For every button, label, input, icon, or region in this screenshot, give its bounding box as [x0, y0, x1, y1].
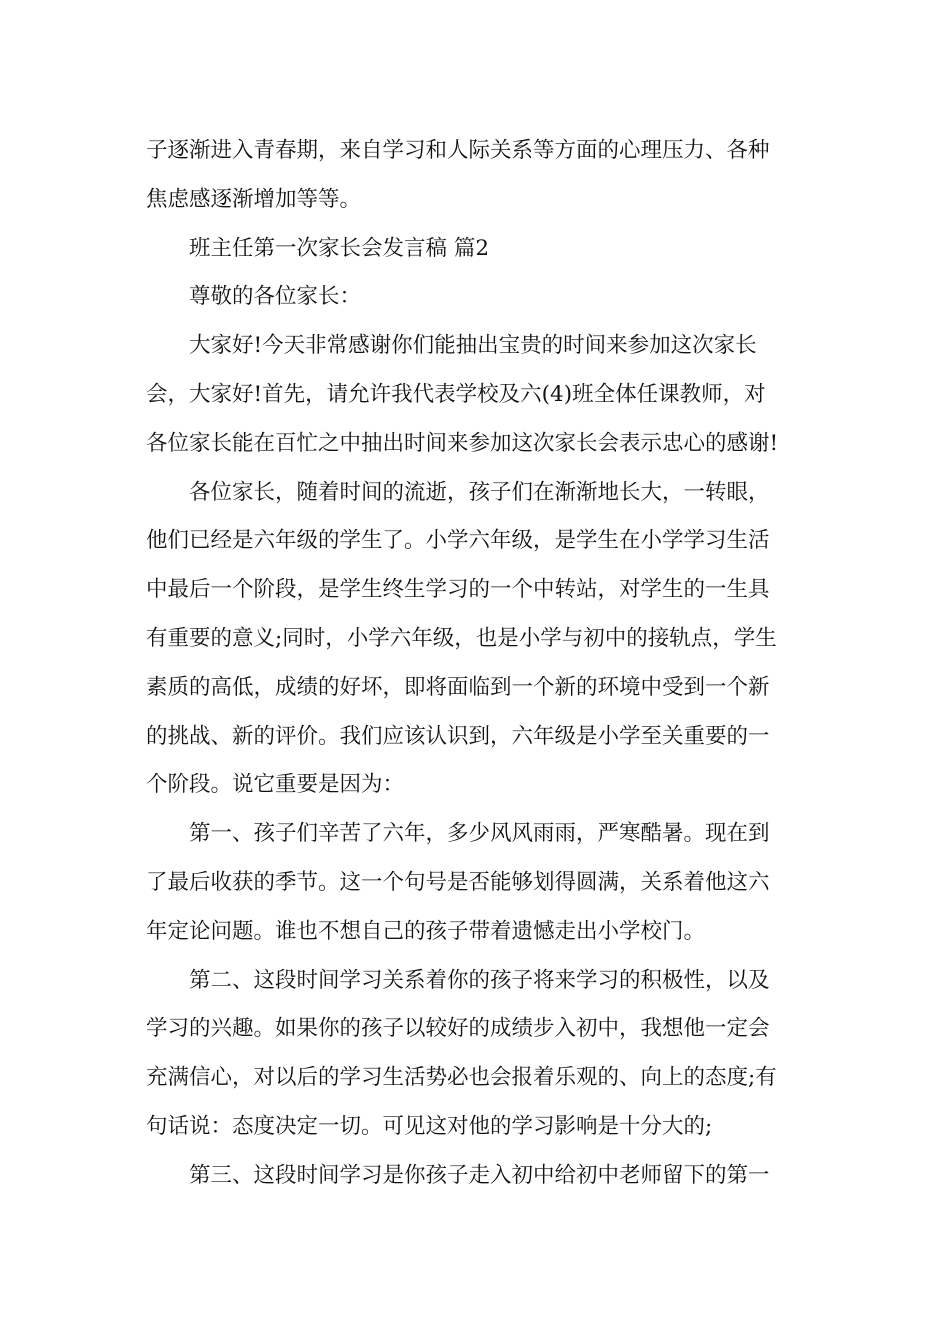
- text-line: 他们已经是六年级的学生了。小学六年级，是学生在小学学习生活: [146, 528, 770, 554]
- salutation: 尊敬的各位家长：: [189, 284, 362, 310]
- text-line: 学习的兴趣。如果你的孩子以较好的成绩步入初中，我想他一定会: [146, 1016, 770, 1042]
- text-line: 第二、这段时间学习关系着你的孩子将来学习的积极性，以及: [189, 967, 770, 993]
- section-title: 班主任第一次家长会发言稿 篇2: [189, 235, 490, 261]
- text-line: 第三、这段时间学习是你孩子走入初中给初中老师留下的第一: [189, 1162, 770, 1188]
- body-paragraph-1: [146, 322, 806, 468]
- text-line: 子逐渐进入青春期，来自学习和人际关系等方面的心理压力、各种: [146, 138, 770, 163]
- text-line: 的挑战、新的评价。我们应该认识到，六年级是小学至关重要的一: [146, 723, 770, 749]
- text-line: 第一、孩子们辛苦了六年，多少风风雨雨，严寒酷暑。现在到: [189, 821, 770, 847]
- text-line: 各位家长，随着时间的流逝，孩子们在渐渐地长大，一转眼，: [189, 479, 770, 505]
- text-line: 焦虑感逐渐增加等等。: [146, 186, 362, 212]
- body-paragraph-5: [146, 1152, 806, 1201]
- text-line: 年定论问题。谁也不想自己的孩子带着遗憾走出小学校门。: [146, 918, 706, 944]
- text-line: 各位家长能在百忙之中抽出时间来参加这次家长会表示忠心的感谢!: [146, 430, 779, 456]
- text-line: 句话说：态度决定一切。可见这对他的学习影响是十分大的;: [146, 1113, 713, 1139]
- text-line: 中最后一个阶段，是学生终生学习的一个中转站，对学生的一生具: [146, 577, 770, 603]
- text-line: 充满信心，对以后的学习生活势必也会报着乐观的、向上的态度;有: [146, 1065, 777, 1091]
- body-paragraph-2: [146, 469, 806, 811]
- text-line: 有重要的意义;同时，小学六年级，也是小学与初中的接轨点，学生: [146, 625, 777, 651]
- document-page: [146, 127, 806, 1201]
- text-line: 会，大家好!首先，请允许我代表学校及六(4)班全体任课教师，对: [146, 381, 766, 407]
- body-paragraph-4: [146, 957, 806, 1152]
- continuation-paragraph: [146, 127, 806, 225]
- text-line: 素质的高低，成绩的好坏，即将面临到一个新的环境中受到一个新: [146, 674, 770, 700]
- text-line: 个阶段。说它重要是因为：: [146, 772, 405, 798]
- text-line: 大家好!今天非常感谢你们能抽出宝贵的时间来参加这次家长: [189, 333, 757, 359]
- text-line: 了最后收获的季节。这一个句号是否能够划得圆满，关系着他这六: [146, 869, 770, 895]
- body-paragraph-3: [146, 810, 806, 956]
